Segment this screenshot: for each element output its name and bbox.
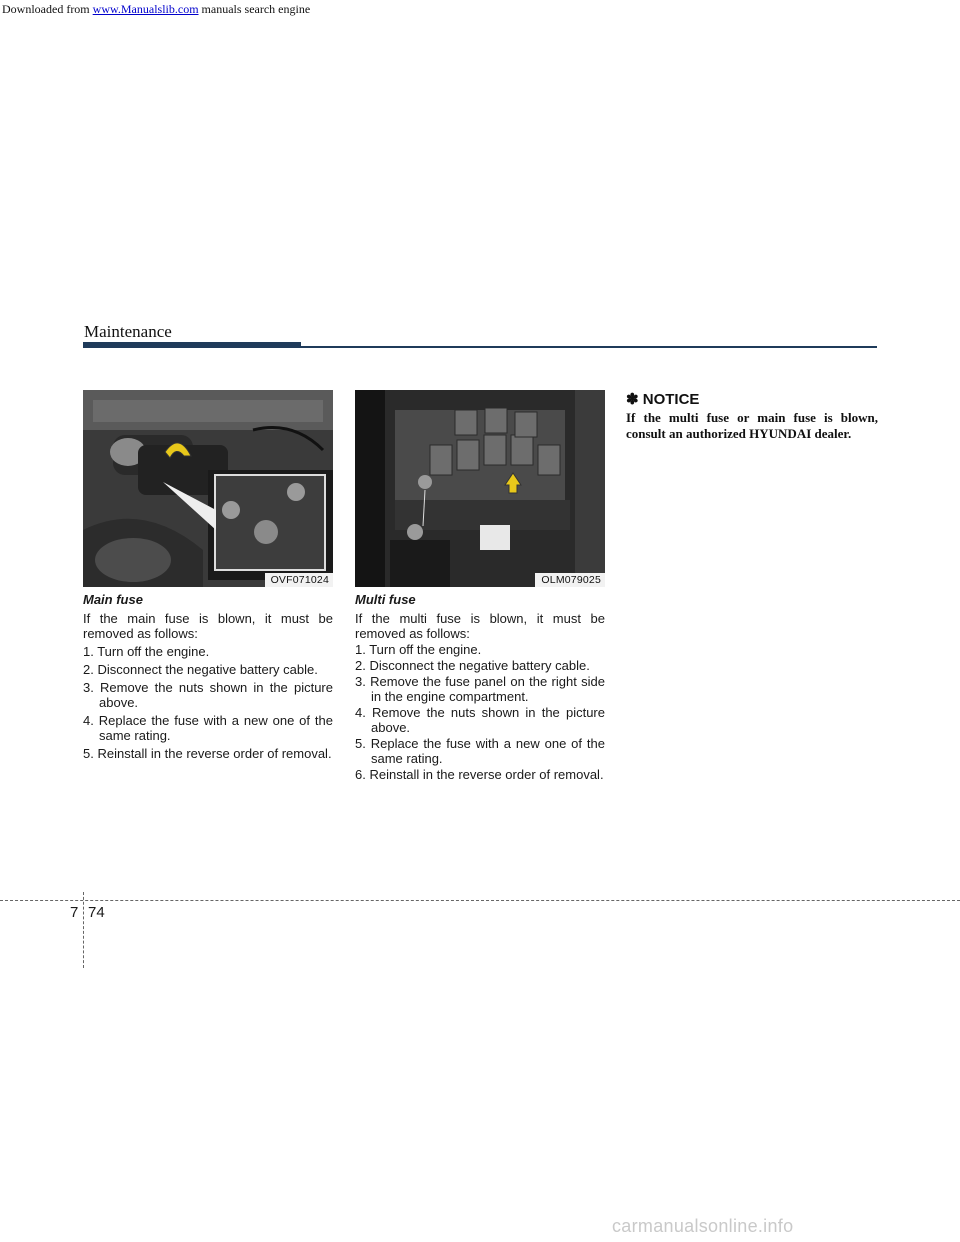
list-item: 5. Reinstall in the reverse order of removal. [83, 746, 332, 761]
main-fuse-photo [83, 390, 333, 587]
fuse-panel-illustration [355, 390, 605, 587]
multi-fuse-intro: If the multi fuse is blown, it must be removed as follows: [355, 611, 605, 641]
list-item: 1. Turn off the engine. [355, 642, 482, 657]
photo-code-label: OVF071024 [265, 573, 333, 587]
main-fuse-section [83, 592, 333, 764]
multi-fuse-steps [355, 642, 605, 782]
multi-fuse-photo [355, 390, 605, 587]
section-title: Maintenance [84, 322, 172, 341]
engine-bay-illustration [83, 390, 333, 587]
header-rule-accent [83, 342, 301, 348]
list-item: 1. Turn off the engine. [83, 644, 210, 659]
list-item: 6. Reinstall in the reverse order of removal. [355, 767, 604, 782]
notice-title: ✽ NOTICE [626, 391, 700, 408]
multi-fuse-section [355, 592, 605, 783]
list-item: 3. Remove the fuse panel on the right side in the engine compartment. [355, 674, 605, 704]
main-fuse-heading: Main fuse [83, 592, 143, 607]
list-item: 5. Replace the fuse with a new one of the same rating. [355, 736, 605, 766]
footer-divider [83, 892, 84, 968]
main-fuse-intro: If the main fuse is blown, it must be removed as follows: [83, 611, 333, 641]
download-banner [2, 2, 310, 17]
list-item: 2. Disconnect the negative battery cable. [83, 662, 318, 677]
footer-rule [0, 900, 960, 901]
page-number: 74 [88, 904, 105, 921]
main-fuse-steps [83, 644, 333, 761]
multi-fuse-heading: Multi fuse [355, 592, 416, 607]
list-item: 2. Disconnect the negative battery cable. [355, 658, 590, 673]
photo-code-label: OLM079025 [535, 573, 605, 587]
list-item: 4. Remove the nuts shown in the picture above. [355, 705, 605, 735]
banner-suffix: manuals search engine [198, 2, 311, 16]
manualslib-link[interactable]: www.Manualslib.com [92, 2, 199, 16]
watermark: carmanualsonline.info [612, 1216, 794, 1236]
list-item: 3. Remove the nuts shown in the picture above. [83, 680, 333, 710]
list-item: 4. Replace the fuse with a new one of the same rating. [83, 713, 333, 743]
notice-body: If the multi fuse or main fuse is blown, consult an authorized HYUNDAI dealer. [626, 410, 878, 441]
chapter-number: 7 [70, 904, 79, 921]
banner-prefix: Downloaded from [2, 2, 93, 16]
